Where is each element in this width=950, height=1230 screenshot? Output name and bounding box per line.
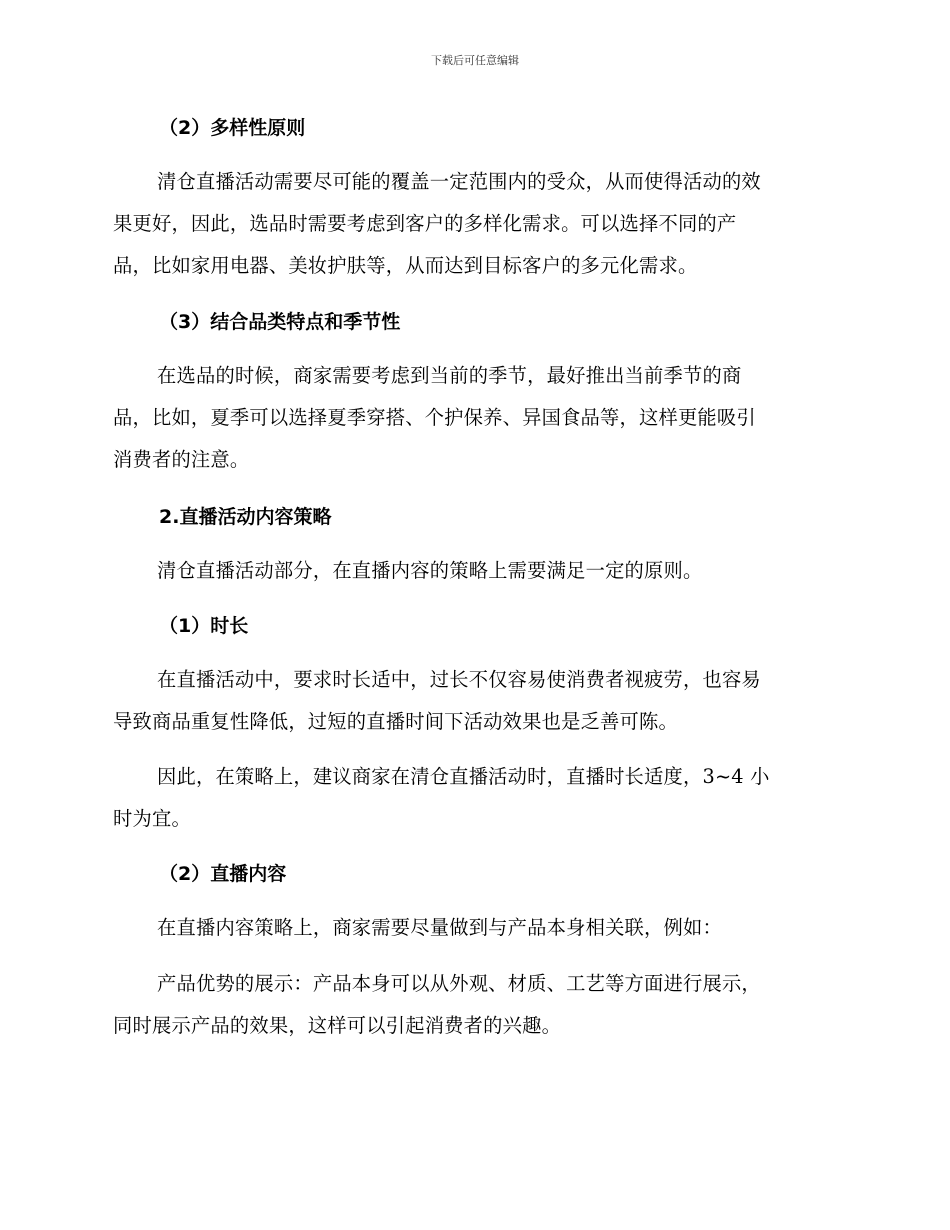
paragraph-line: 清仓直播活动需要尽可能的覆盖一定范围内的受众，从而使得活动的效 [157,170,761,193]
paragraph-line: 产品优势的展示：产品本身可以从外观、材质、工艺等方面进行展示， [157,972,761,995]
heading-diversity-principle: （2）多样性原则 [159,117,306,139]
paragraph-line: 品，比如，夏季可以选择夏季穿搭、个护保养、异国食品等，这样更能吸引 [113,406,756,429]
paragraph-line: 在选品的时候，商家需要考虑到当前的季节，最好推出当前季节的商 [157,364,742,387]
heading-duration: （1）时长 [159,615,249,637]
paragraph-line: 时为宜。 [113,807,191,830]
paragraph-line: 消费者的注意。 [113,448,250,471]
heading-category-season: （3）结合品类特点和季节性 [159,311,401,333]
paragraph-line: 清仓直播活动部分，在直播内容的策略上需要满足一定的原则。 [157,559,703,582]
paragraph-line: 在直播内容策略上，商家需要尽量做到与产品本身相关联，例如： [157,916,722,939]
paragraph-line: 品，比如家用电器、美妆护肤等，从而达到目标客户的多元化需求。 [113,254,698,277]
heading-live-content-strategy: 2.直播活动内容策略 [159,506,332,528]
paragraph-line: 因此，在策略上，建议商家在清仓直播活动时，直播时长适度，3~4 小 [157,765,770,788]
heading-live-content: （2）直播内容 [159,863,287,885]
paragraph-line: 果更好，因此，选品时需要考虑到客户的多样化需求。可以选择不同的产 [113,212,737,235]
paragraph-live-content-2 [113,963,835,1047]
paragraph-diversity [113,161,835,287]
paragraph-live-content-1 [113,907,835,949]
paragraph-season [113,355,835,481]
page-header: 下载后可任意编辑 [431,54,519,67]
paragraph-line: 同时展示产品的效果，这样可以引起消费者的兴趣。 [113,1014,562,1037]
paragraph-strategy [113,550,835,592]
paragraph-line: 导致商品重复性降低，过短的直播时间下活动效果也是乏善可陈。 [113,710,678,733]
paragraph-duration-2 [113,756,835,840]
paragraph-line: 在直播活动中，要求时长适中，过长不仅容易使消费者视疲劳，也容易 [157,668,761,691]
paragraph-duration-1 [113,659,835,743]
